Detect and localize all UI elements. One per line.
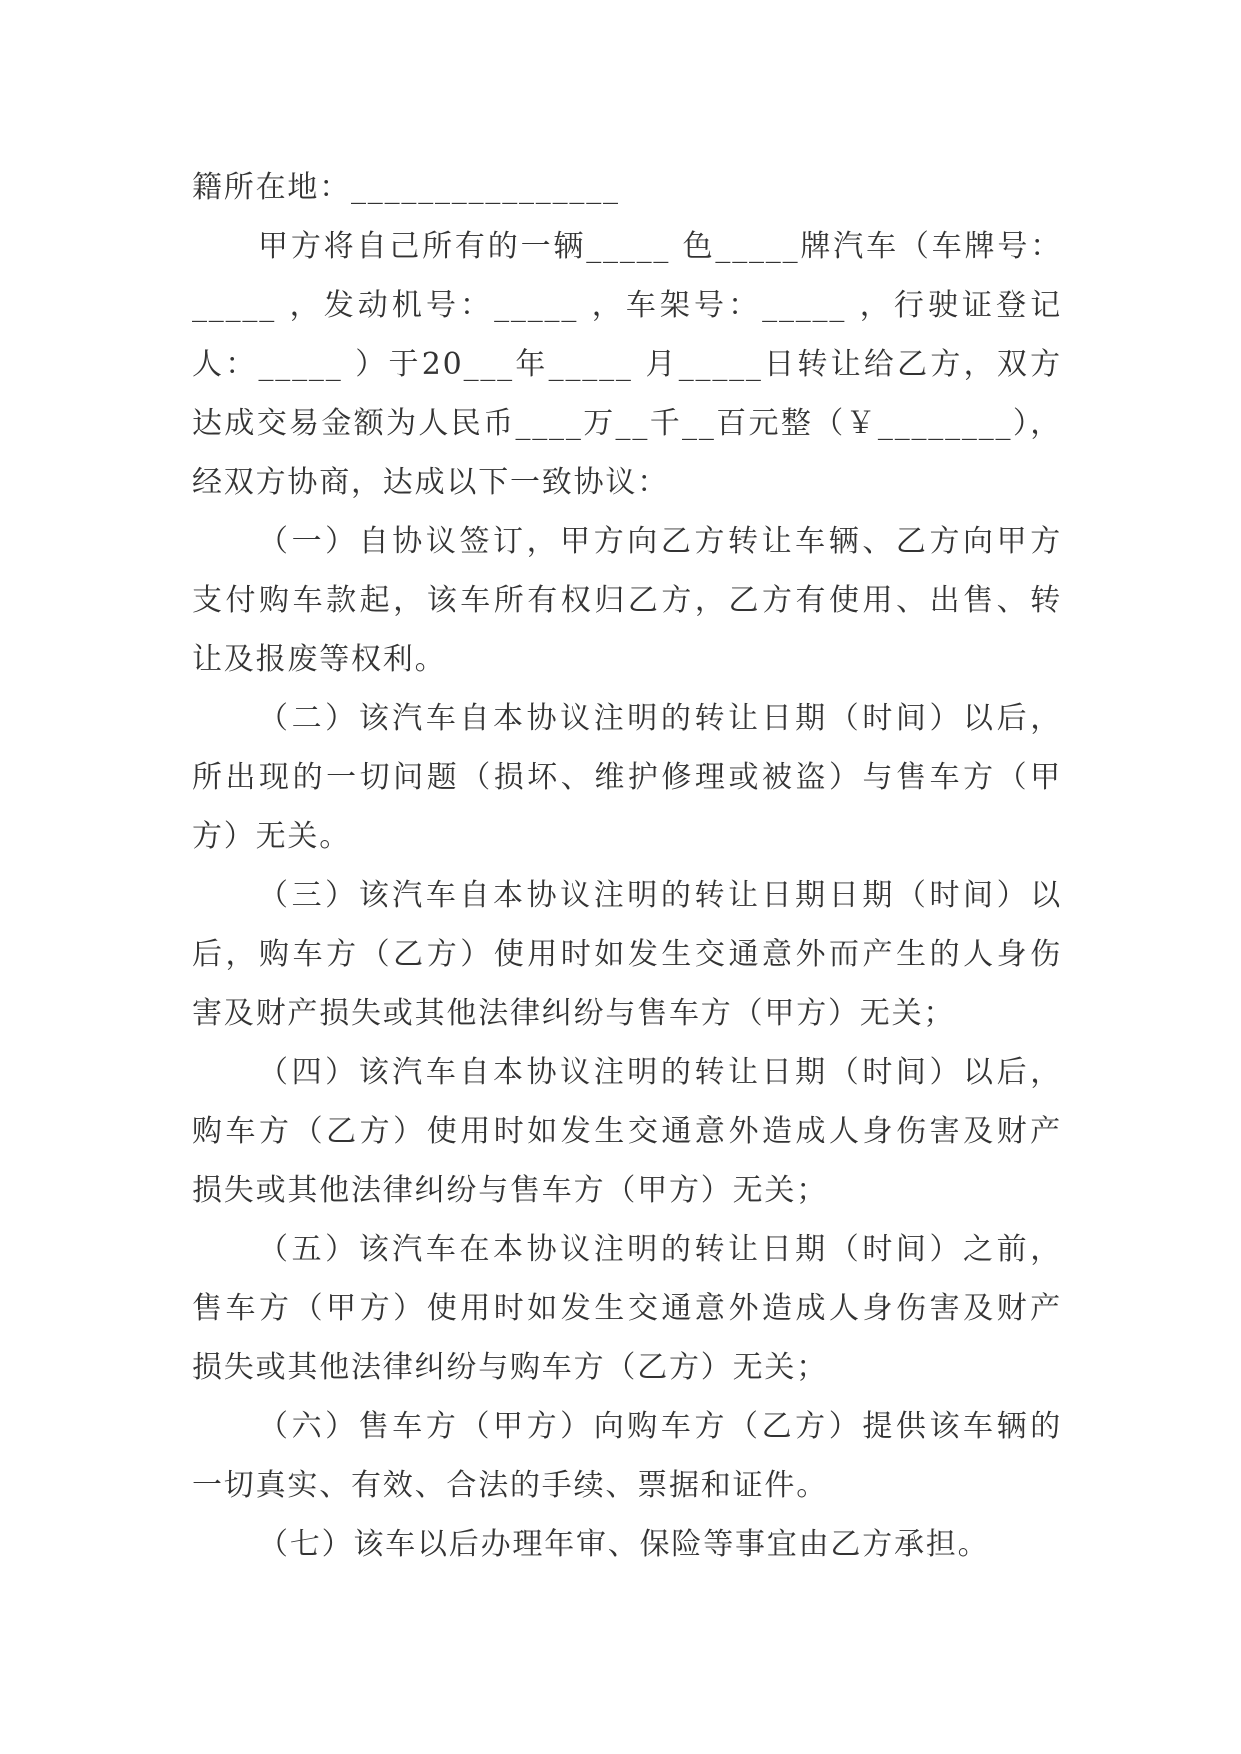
- text-line: （二）该汽车自本协议注明的转让日期（时间）以后，: [258, 701, 1062, 736]
- text-line: 经双方协商，达成以下一致协议：: [192, 465, 669, 500]
- text-line: 人：_____ ）于20___年_____ 月_____日转让给乙方，双方: [192, 347, 1062, 382]
- document-body: [192, 158, 1062, 1574]
- text-line: 所出现的一切问题（损坏、维护修理或被盗）与售车方（甲: [192, 760, 1062, 795]
- text-line: 籍所在地：________________: [192, 170, 620, 205]
- text-line: 达成交易金额为人民币____万__千__百元整（￥________），: [192, 406, 1062, 441]
- text-line: 售车方（甲方）使用时如发生交通意外造成人身伤害及财产: [192, 1291, 1062, 1326]
- text-line: 方）无关。: [192, 819, 351, 854]
- text-line: 购车方（乙方）使用时如发生交通意外造成人身伤害及财产: [192, 1114, 1062, 1149]
- text-line: 损失或其他法律纠纷与购车方（乙方）无关；: [192, 1350, 828, 1385]
- text-line: （七）该车以后办理年审、保险等事宜由乙方承担。: [258, 1527, 990, 1562]
- text-line: 害及财产损失或其他法律纠纷与售车方（甲方）无关；: [192, 996, 956, 1031]
- text-line: （一）自协议签订，甲方向乙方转让车辆、乙方向甲方: [258, 524, 1062, 559]
- text-line: 甲方将自己所有的一辆_____ 色_____牌汽车（车牌号：: [258, 229, 1062, 264]
- text-line: （四）该汽车自本协议注明的转让日期（时间）以后，: [258, 1055, 1062, 1090]
- text-line: （六）售车方（甲方）向购车方（乙方）提供该车辆的: [258, 1409, 1062, 1444]
- text-line: 支付购车款起，该车所有权归乙方，乙方有使用、出售、转: [192, 583, 1062, 618]
- text-line: 让及报废等权利。: [192, 642, 447, 677]
- text-line: 后，购车方（乙方）使用时如发生交通意外而产生的人身伤: [192, 937, 1062, 972]
- text-line: _____ ，发动机号：_____ ，车架号：_____ ，行驶证登记: [192, 288, 1062, 323]
- text-line: （三）该汽车自本协议注明的转让日期日期（时间）以: [258, 878, 1062, 913]
- text-line: （五）该汽车在本协议注明的转让日期（时间）之前，: [258, 1232, 1062, 1267]
- text-line: 损失或其他法律纠纷与售车方（甲方）无关；: [192, 1173, 828, 1208]
- text-line: 一切真实、有效、合法的手续、票据和证件。: [192, 1468, 828, 1503]
